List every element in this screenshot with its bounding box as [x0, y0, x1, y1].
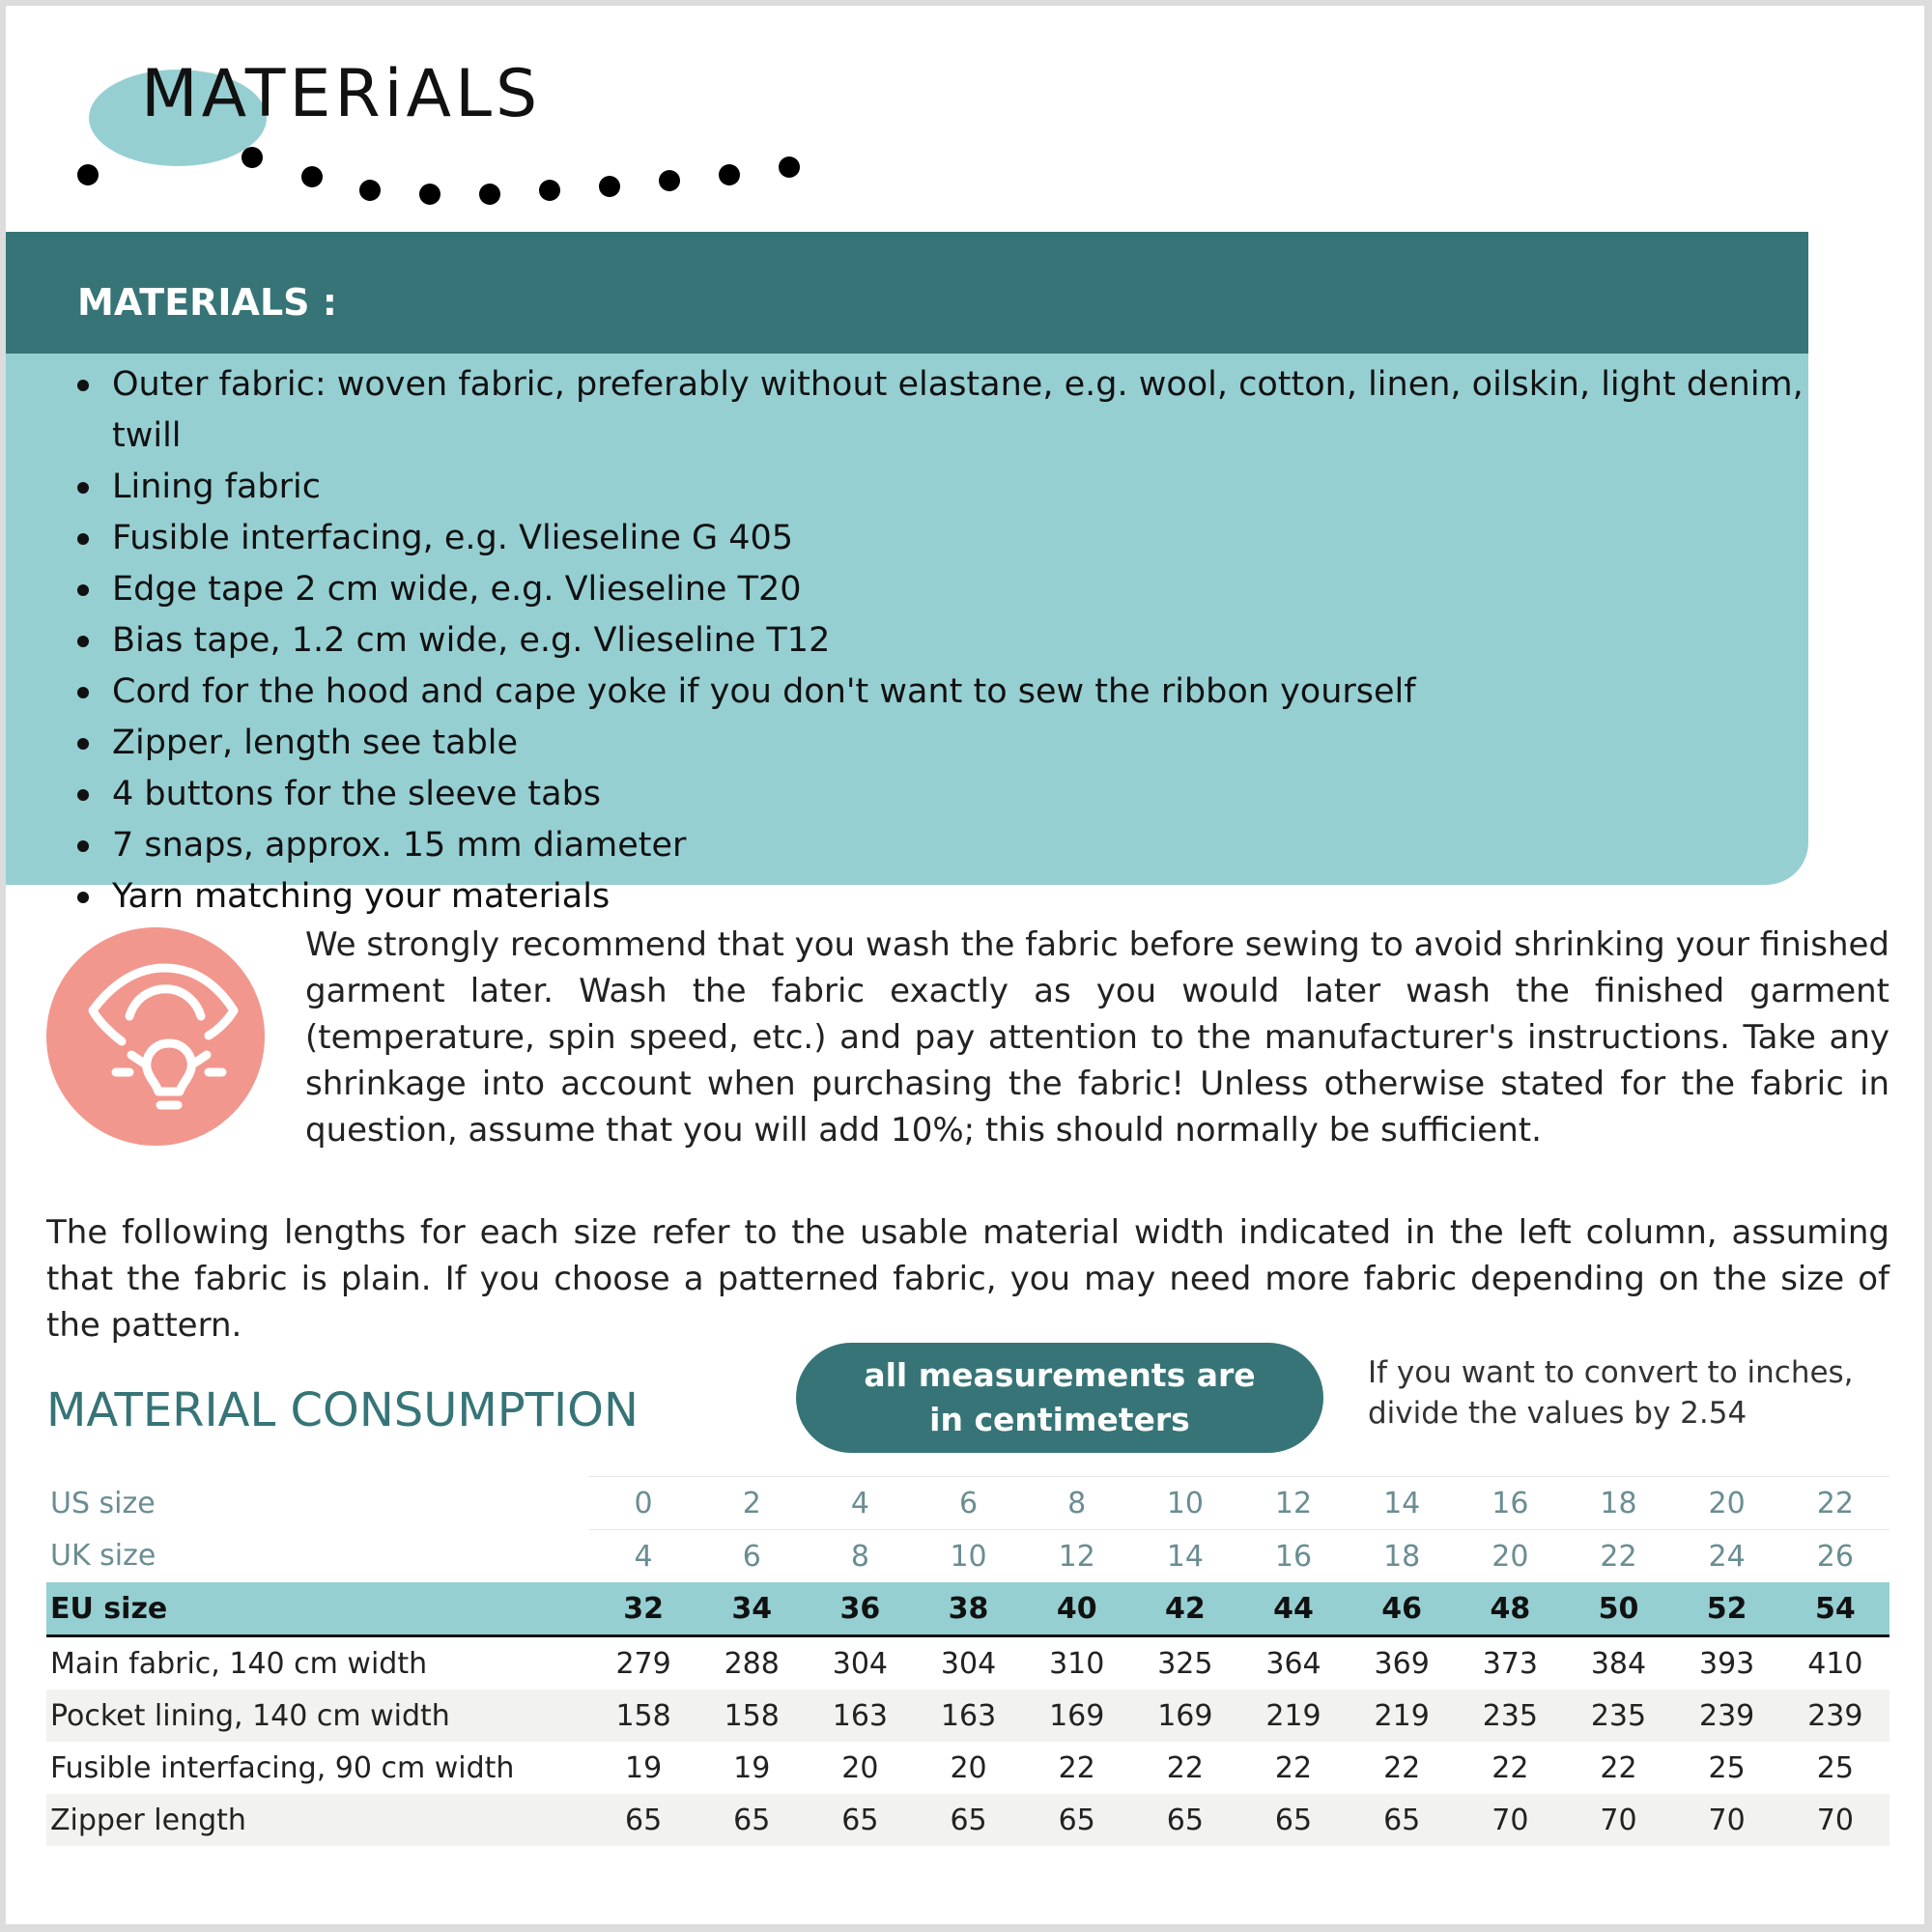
table-cell: 19	[733, 1750, 771, 1785]
table-cell: 16	[1456, 1477, 1564, 1530]
table-row	[46, 1530, 1889, 1583]
table-cell: 364	[1265, 1646, 1321, 1681]
table-row	[46, 1742, 1889, 1794]
decor-dot	[659, 170, 680, 191]
page	[6, 6, 1924, 1924]
material-item-text: Outer fabric: woven fabric, preferably without elastane, e.g. wool, cotton, linen, oilskin, light denim, twill	[112, 365, 1804, 455]
material-item-text: 7 snaps, approx. 15 mm diameter	[112, 826, 687, 865]
table-cell: 304	[832, 1646, 889, 1681]
table-cell: 6	[914, 1477, 1022, 1530]
table-cell: 219	[1348, 1690, 1456, 1742]
table-cell: 22	[1058, 1750, 1095, 1785]
material-item	[112, 820, 1808, 871]
materials-card-header	[6, 232, 1808, 354]
table-cell: 163	[806, 1690, 914, 1742]
table-cell: 20	[950, 1750, 987, 1785]
decor-dot	[719, 164, 740, 185]
table-cell: 158	[589, 1690, 697, 1742]
table-cell: 369	[1374, 1646, 1430, 1681]
units-badge	[796, 1343, 1323, 1453]
table-cell: 22	[1274, 1750, 1313, 1785]
table-cell: 393	[1699, 1646, 1755, 1681]
eye-lightbulb-icon	[46, 927, 265, 1146]
table-row	[46, 1477, 1889, 1530]
table-cell: 16	[1239, 1530, 1348, 1583]
row-label: Fusible interfacing, 90 cm width	[50, 1750, 515, 1785]
bullet-icon	[77, 636, 89, 647]
table-cell: 65	[589, 1794, 697, 1846]
tip-badge	[46, 927, 265, 1146]
table-cell: 65	[1131, 1794, 1239, 1846]
table-cell: 65	[1348, 1794, 1456, 1846]
table-cell: 288	[724, 1646, 780, 1681]
bullet-icon	[77, 738, 89, 750]
material-item	[112, 667, 1808, 718]
material-item-text: Zipper, length see table	[112, 724, 519, 762]
table-cell: 279	[615, 1646, 671, 1681]
table-cell: 235	[1456, 1690, 1564, 1742]
table-cell: 8	[806, 1530, 914, 1583]
table-cell: 20	[1456, 1530, 1564, 1583]
row-label: EU size	[46, 1582, 589, 1636]
table-cell: 12	[1239, 1477, 1348, 1530]
material-item-text: Cord for the hood and cape yoke if you don't want to sew the ribbon yourself	[112, 672, 1416, 711]
material-item	[112, 359, 1808, 462]
units-badge-line1: all measurements are	[864, 1356, 1256, 1394]
table-cell: 50	[1564, 1582, 1672, 1636]
materials-list	[6, 354, 1808, 923]
material-item	[112, 871, 1808, 923]
material-item	[112, 718, 1808, 769]
material-item-text: Lining fabric	[112, 468, 321, 506]
bullet-icon	[77, 789, 89, 801]
table-cell: 10	[1131, 1477, 1239, 1530]
table-cell: 18	[1348, 1530, 1456, 1583]
consumption-title: MATERIAL CONSUMPTION	[46, 1383, 639, 1437]
table-cell: 24	[1673, 1530, 1781, 1583]
material-item-text: Fusible interfacing, e.g. Vlieseline G 405	[112, 519, 794, 557]
material-item-text: 4 buttons for the sleeve tabs	[112, 775, 602, 813]
table-cell: 65	[806, 1794, 914, 1846]
table-cell: 12	[1023, 1530, 1131, 1583]
page-title: MATERiALS	[141, 56, 542, 132]
units-badge-line2: in centimeters	[929, 1401, 1190, 1438]
table-cell: 325	[1157, 1646, 1213, 1681]
table-cell: 22	[1600, 1750, 1637, 1785]
material-item	[112, 615, 1808, 667]
decor-dot	[301, 166, 323, 187]
materials-card	[6, 232, 1808, 916]
table-row	[46, 1794, 1889, 1846]
bullet-icon	[77, 892, 89, 903]
decor-dot	[599, 176, 620, 197]
decor-dot	[779, 156, 800, 178]
table-cell: 25	[1816, 1750, 1854, 1785]
table-cell: 70	[1456, 1794, 1564, 1846]
table-cell: 65	[1239, 1794, 1348, 1846]
table-cell: 32	[589, 1582, 697, 1636]
table-cell: 304	[940, 1646, 997, 1681]
material-item-text: Bias tape, 1.2 cm wide, e.g. Vlieseline T12	[112, 621, 831, 660]
table-cell: 6	[697, 1530, 806, 1583]
convert-note: If you want to convert to inches, divide the values by 2.54	[1368, 1355, 1854, 1431]
table-cell: 22	[1492, 1750, 1529, 1785]
table-cell: 44	[1239, 1582, 1348, 1636]
table-cell: 20	[841, 1750, 879, 1785]
table-cell: 235	[1564, 1690, 1672, 1742]
table-cell: 239	[1781, 1690, 1889, 1742]
table-cell: 42	[1131, 1582, 1239, 1636]
table-cell: 70	[1673, 1794, 1781, 1846]
material-item-text: Edge tape 2 cm wide, e.g. Vlieseline T20	[112, 570, 802, 609]
decor-dot	[242, 147, 263, 168]
table-cell: 52	[1673, 1582, 1781, 1636]
table-cell: 65	[914, 1794, 1022, 1846]
table-cell: 219	[1239, 1690, 1348, 1742]
table-cell: 163	[914, 1690, 1022, 1742]
material-item	[112, 769, 1808, 820]
table-cell: 38	[914, 1582, 1022, 1636]
table-cell: 20	[1673, 1477, 1781, 1530]
table-cell: 25	[1708, 1750, 1746, 1785]
table-cell: 4	[806, 1477, 914, 1530]
table-cell: 34	[697, 1582, 806, 1636]
table-cell: 40	[1023, 1582, 1131, 1636]
decor-dot	[359, 180, 381, 201]
bullet-icon	[77, 584, 89, 596]
table-cell: 22	[1383, 1750, 1421, 1785]
table-cell: 384	[1590, 1646, 1647, 1681]
row-label: Pocket lining, 140 cm width	[46, 1690, 589, 1742]
table-row	[46, 1636, 1889, 1690]
bullet-icon	[77, 482, 89, 494]
decor-dot	[539, 180, 560, 201]
table-cell: 10	[914, 1530, 1022, 1583]
table-cell: 410	[1807, 1646, 1863, 1681]
table-cell: 8	[1023, 1477, 1131, 1530]
row-label: Zipper length	[46, 1794, 589, 1846]
table-cell: 22	[1166, 1750, 1204, 1785]
table-cell: 36	[806, 1582, 914, 1636]
consumption-intro: The following lengths for each size refer to the usable material width indicated in the left column, assuming that the fabric is plain. If you choose a patterned fabric, you may need more fabric depending on the size of the pattern.	[46, 1213, 1889, 1345]
decor-dot	[77, 164, 99, 185]
table-cell: 19	[624, 1750, 663, 1785]
material-item	[112, 564, 1808, 615]
table-cell: 373	[1482, 1646, 1538, 1681]
bullet-icon	[77, 840, 89, 852]
materials-heading: MATERIALS :	[77, 281, 337, 324]
table-cell: 46	[1348, 1582, 1456, 1636]
row-label: Main fabric, 140 cm width	[50, 1646, 428, 1681]
table-cell: 48	[1456, 1582, 1564, 1636]
bullet-icon	[77, 533, 89, 545]
bullet-icon	[77, 380, 89, 391]
table-cell: 169	[1131, 1690, 1239, 1742]
table-cell: 2	[697, 1477, 806, 1530]
table-cell: 54	[1781, 1582, 1889, 1636]
table-cell: 22	[1564, 1530, 1672, 1583]
table-cell: 18	[1564, 1477, 1672, 1530]
table-cell: 169	[1023, 1690, 1131, 1742]
table-cell: 158	[697, 1690, 806, 1742]
material-item	[112, 513, 1808, 564]
table-row	[46, 1690, 1889, 1742]
table-cell: 4	[589, 1530, 697, 1583]
table-cell: 310	[1049, 1646, 1105, 1681]
bullet-icon	[77, 687, 89, 698]
material-item-text: Yarn matching your materials	[112, 877, 611, 916]
table-cell: 70	[1781, 1794, 1889, 1846]
wash-recommendation: We strongly recommend that you wash the fabric before sewing to avoid shrinking your finished garment later. Wash the fabric exactly as you would later wash the finished garment (temperature, spin speed, etc.) and pay attention to the manufacturer's instructions. Take any shrinkage into account when purchasing the fabric! Unless otherwise stated for the fabric in question, assume that you will add 10%; this should normally be sufficient.	[305, 925, 1889, 1150]
table-cell: 22	[1781, 1477, 1889, 1530]
decor-dot	[479, 184, 500, 205]
material-item	[112, 462, 1808, 513]
size-table	[46, 1476, 1889, 1846]
table-row	[46, 1582, 1889, 1636]
table-cell: 65	[697, 1794, 806, 1846]
decor-dot	[419, 184, 440, 205]
row-label: UK size	[50, 1539, 156, 1574]
table-cell: 26	[1781, 1530, 1889, 1583]
table-cell: 65	[1023, 1794, 1131, 1846]
table-cell: 0	[589, 1477, 697, 1530]
table-cell: 14	[1131, 1530, 1239, 1583]
row-label: US size	[50, 1486, 156, 1520]
table-cell: 14	[1348, 1477, 1456, 1530]
table-cell: 239	[1673, 1690, 1781, 1742]
table-cell: 70	[1564, 1794, 1672, 1846]
